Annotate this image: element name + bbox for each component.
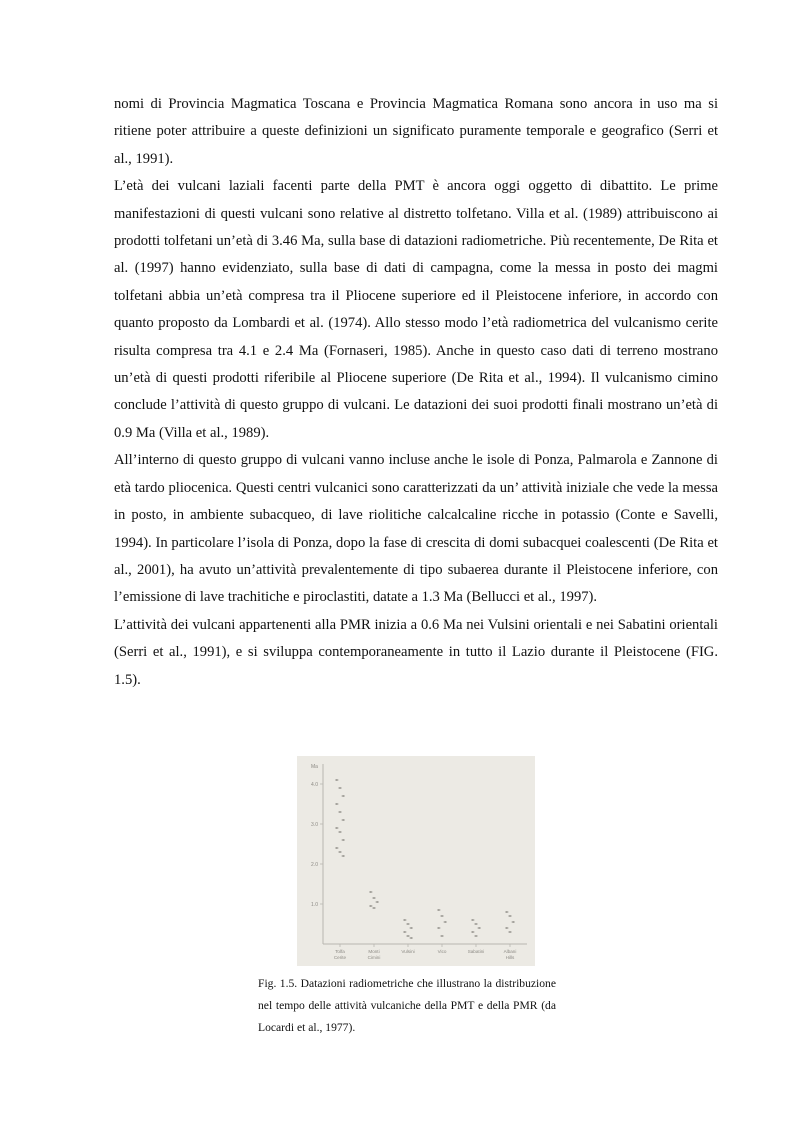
figure-1-5 bbox=[297, 756, 535, 966]
data-point-dot bbox=[373, 907, 375, 909]
data-point-dot bbox=[370, 891, 372, 893]
data-point-dot bbox=[342, 839, 344, 841]
y-axis-label: Ma bbox=[311, 764, 318, 770]
data-point-dot bbox=[444, 921, 446, 923]
paragraph-3: All’interno di questo gruppo di vulcani vanno incluse anche le isole di Ponza, Palmarola e Zannone di età tardo pliocenica. Questi centri vulcanici sono caratterizzati da un’ attività iniziale che vede la messa in posto, in ambiente subacqueo, di lave riolitiche calcalcaline ricche in potassio (Conte e Savelli, 1994). In particolare l’isola di Ponza, dopo la fase di crescita di domi subacquei coalescenti (De Rita et al., 2001), ha avuto un’attività prevalentemente di tipo subaerea durante il Pleistocene inferiore, con l’emissione di lave trachitiche e piroclastiti, datate a 1.3 Ma (Bellucci et al., 1997). bbox=[114, 452, 718, 606]
body-text bbox=[114, 91, 718, 694]
x-category-label: Hills bbox=[505, 955, 515, 960]
data-point-dot bbox=[404, 919, 406, 921]
radiometric-dating-chart bbox=[297, 756, 535, 966]
x-category-label: Cerite bbox=[333, 955, 347, 960]
paragraph-2: L’età dei vulcani laziali facenti parte della PMT è ancora oggi oggetto di dibattito. Le prime manifestazioni di questi vulcani sono relative al distretto tolfetano. Villa et al. (1989) attribuiscono ai prodotti tolfetani un’età di 3.46 Ma, sulla base di datazioni radiometriche. Più recentemente, De Rita et al. (1997) hanno evidenziato, sulla base di dati di campagna, come la messa in posto dei magmi tolfetani abbia un’età compresa tra il Pliocene superiore ed il Pleistocene inferiore, in accordo con quanto proposto da Lombardi et al. (1974). Allo stesso modo l’età radiometrica del vulcanismo cerite risulta compresa tra 4.1 e 2.4 Ma (Fornaseri, 1985). Anche in questo caso dati di terreno mostrano un’età di questi prodotti riferibile al Pliocene superiore (De Rita et al., 1994). Il vulcanismo cimino conclude l’attività di questo gruppo di vulcani. Le datazioni dei suoi prodotti finali mostrano un’età di 0.9 Ma (Villa et al., 1989). bbox=[114, 178, 718, 441]
data-point-dot bbox=[475, 935, 477, 937]
data-point-dot bbox=[336, 803, 338, 805]
data-point-dot bbox=[373, 897, 375, 899]
data-point-dot bbox=[472, 919, 474, 921]
data-point-dot bbox=[509, 915, 511, 917]
x-category-label: Vico bbox=[437, 949, 447, 954]
data-point-dot bbox=[472, 931, 474, 933]
x-category-label: Sabatini bbox=[467, 949, 485, 954]
data-point-dot bbox=[407, 935, 409, 937]
data-point-dot bbox=[336, 779, 338, 781]
data-point-dot bbox=[339, 851, 341, 853]
data-point-dot bbox=[506, 911, 508, 913]
data-point-dot bbox=[509, 931, 511, 933]
figure-caption: Fig. 1.5. Datazioni radiometriche che illustrano la distribuzione nel tempo delle attività vulcaniche della PMT e della PMR (da Locardi et al., 1977). bbox=[258, 977, 556, 1034]
data-point-dot bbox=[441, 935, 443, 937]
data-point-dot bbox=[376, 901, 378, 903]
data-point-dot bbox=[370, 905, 372, 907]
data-point-dot bbox=[438, 927, 440, 929]
x-category-label: Albani bbox=[503, 949, 517, 954]
data-point-dot bbox=[407, 923, 409, 925]
data-point-dot bbox=[441, 915, 443, 917]
data-point-dot bbox=[512, 921, 514, 923]
paragraph-4: L’attività dei vulcani appartenenti alla PMR inizia a 0.6 Ma nei Vulsini orientali e nei Sabatini orientali (Serri et al., 1991), e si sviluppa contemporaneamente in tutto il Lazio durante il Pleistocene (FIG. 1.5). bbox=[114, 616, 718, 688]
y-tick-label: 1.0 bbox=[311, 902, 318, 908]
y-tick-label: 4.0 bbox=[311, 782, 318, 788]
data-point-dot bbox=[404, 931, 406, 933]
data-point-dot bbox=[342, 819, 344, 821]
x-category-label: Vulsini bbox=[401, 949, 415, 954]
paragraph-1: nomi di Provincia Magmatica Toscana e Provincia Magmatica Romana sono ancora in uso ma si ritiene poter attribuire a queste definizioni un significato puramente temporale e geografico (Serri et al., 1991). bbox=[114, 96, 718, 167]
data-point-dot bbox=[506, 927, 508, 929]
data-point-dot bbox=[478, 927, 480, 929]
data-point-dot bbox=[438, 909, 440, 911]
data-point-dot bbox=[410, 927, 412, 929]
data-point-dot bbox=[475, 923, 477, 925]
x-category-label: Tolfa bbox=[335, 949, 345, 954]
data-point-dot bbox=[342, 795, 344, 797]
data-point-dot bbox=[339, 811, 341, 813]
data-point-dot bbox=[336, 827, 338, 829]
data-point-dot bbox=[339, 831, 341, 833]
data-point-dot bbox=[342, 855, 344, 857]
data-point-dot bbox=[410, 937, 412, 939]
data-point-dot bbox=[336, 847, 338, 849]
x-category-label: Monti bbox=[368, 949, 380, 954]
y-tick-label: 2.0 bbox=[311, 862, 318, 868]
data-point-dot bbox=[339, 787, 341, 789]
y-tick-label: 3.0 bbox=[311, 822, 318, 828]
x-category-label: Cimini bbox=[367, 955, 381, 960]
